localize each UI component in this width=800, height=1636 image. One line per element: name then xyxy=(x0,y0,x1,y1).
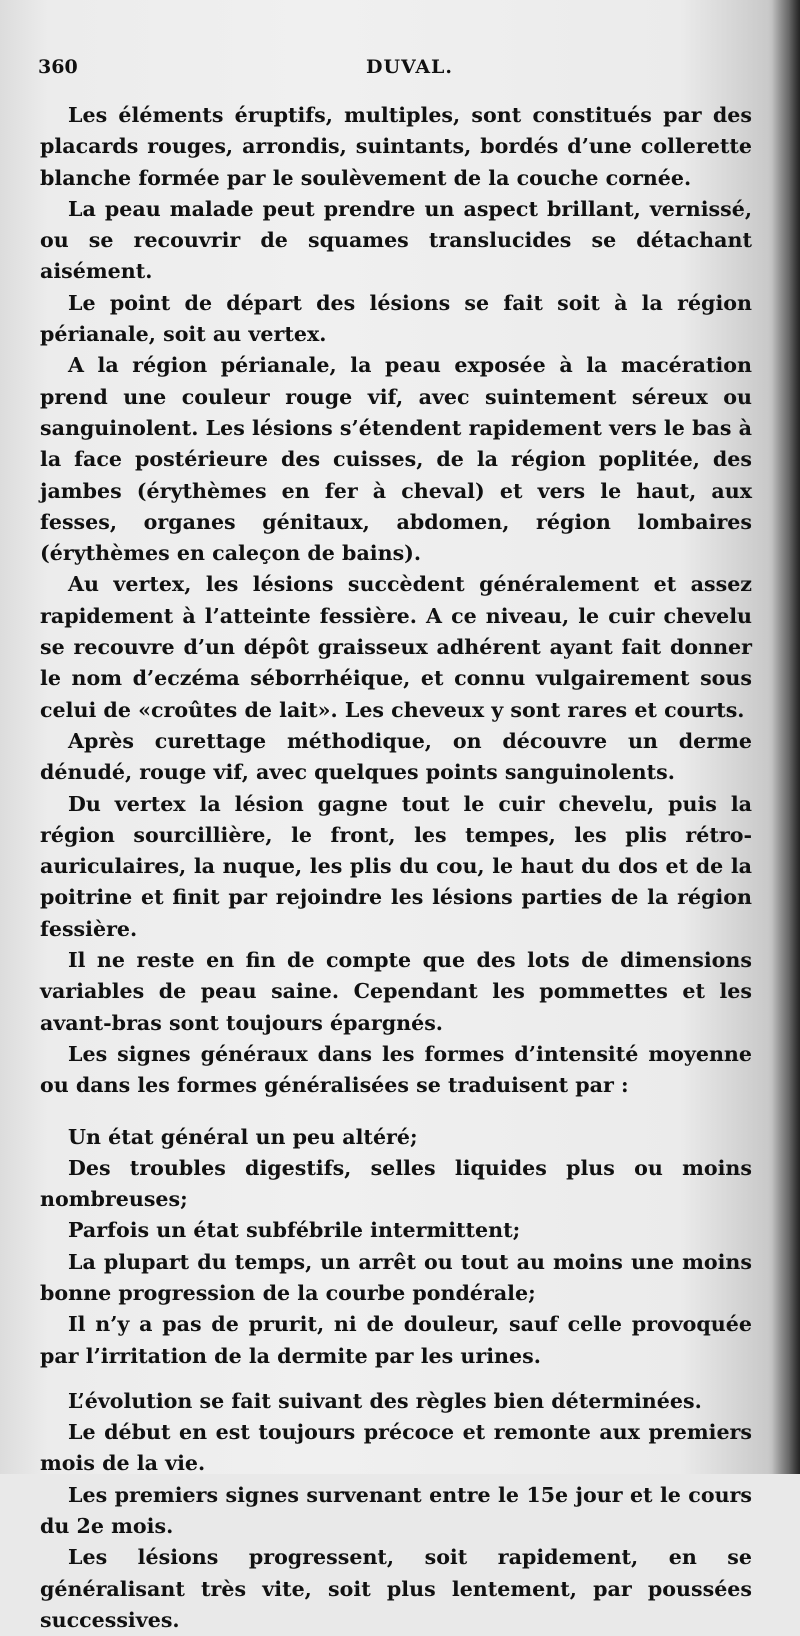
paragraph: Le point de départ des lésions se fait soit à la région périanale, soit au vertex. xyxy=(40,290,752,347)
paragraph: Les premiers signes survenant entre le 15e jour et le cours du 2e mois. xyxy=(40,1482,752,1539)
running-head: DUVAL. xyxy=(366,56,454,78)
paragraph: La peau malade peut prendre un aspect brillant, vernissé, ou se recouvrir de squames translucides se détachant aisément. xyxy=(40,196,752,284)
list-item: Il n’y a pas de prurit, ni de douleur, sauf celle provoquée par l’irritation de la dermite par les urines. xyxy=(40,1312,752,1368)
spacer xyxy=(40,1372,752,1386)
paragraph: Il ne reste en fin de compte que des lots de dimensions variables de peau saine. Cependant les pommettes et les avant-bras sont toujours épargnés. xyxy=(40,948,752,1035)
paragraph: Au vertex, les lésions succèdent généralement et assez rapidement à l’atteinte fessière. A ce niveau, le cuir chevelu se recouvre d’un dépôt graisseux adhérent ayant fait donner le nom d’eczéma séborrhéique, et connu vulgairement sous celui de «croûtes de lait». Les cheveux y sont rares et courts. xyxy=(40,572,752,722)
spacer xyxy=(40,1102,752,1122)
paragraph: Les signes généraux dans les formes d’intensité moyenne ou dans les formes généralisées se traduisent par : xyxy=(40,1041,752,1098)
paragraph: Le début en est toujours précoce et remonte aux premiers mois de la vie. xyxy=(40,1420,752,1476)
page-edge-shadow xyxy=(772,0,800,1474)
paragraph: L’évolution se fait suivant des règles bien déterminées. xyxy=(68,1388,702,1413)
page-number: 360 xyxy=(38,56,78,78)
paragraph: A la région périanale, la peau exposée à la macération prend une couleur rouge vif, avec suintement séreux ou sanguinolent. Les lésions s’étendent rapidement vers le bas à la face postérieure des cuisses, de la région poplitée, des jambes (érythèmes en fer à cheval) et vers le haut, aux fesses, organes génitaux, abdomen, région lombaires (érythèmes en caleçon de bains). xyxy=(40,353,752,566)
body-text xyxy=(40,100,752,1636)
list-item: Parfois un état subfébrile intermittent; xyxy=(68,1218,521,1243)
paragraph: Après curettage méthodique, on découvre un derme dénudé, rouge vif, avec quelques points sanguinolents. xyxy=(40,728,752,785)
paragraph: Du vertex la lésion gagne tout le cuir chevelu, puis la région sourcillière, le front, les tempes, les plis rétro-auriculaires, la nuque, les plis du cou, le haut du dos et de la poitrine et finit par rejoindre les lésions parties de la région fessière. xyxy=(40,791,752,941)
paragraph: Les lésions progressent, soit rapidement, en se généralisant très vite, soit plus lentement, par poussées successives. xyxy=(40,1545,752,1632)
list-item: Des troubles digestifs, selles liquides plus ou moins nombreuses; xyxy=(40,1155,752,1212)
list-item: La plupart du temps, un arrêt ou tout au moins une moins bonne progression de la courbe pondérale; xyxy=(40,1249,752,1305)
paragraph: Les éléments éruptifs, multiples, sont constitués par des placards rouges, arrondis, suintants, bordés d’une collerette blanche formée par le soulèvement de la couche cornée. xyxy=(40,103,752,190)
page-header xyxy=(38,56,758,86)
list-item: Un état général un peu altéré; xyxy=(68,1124,418,1149)
